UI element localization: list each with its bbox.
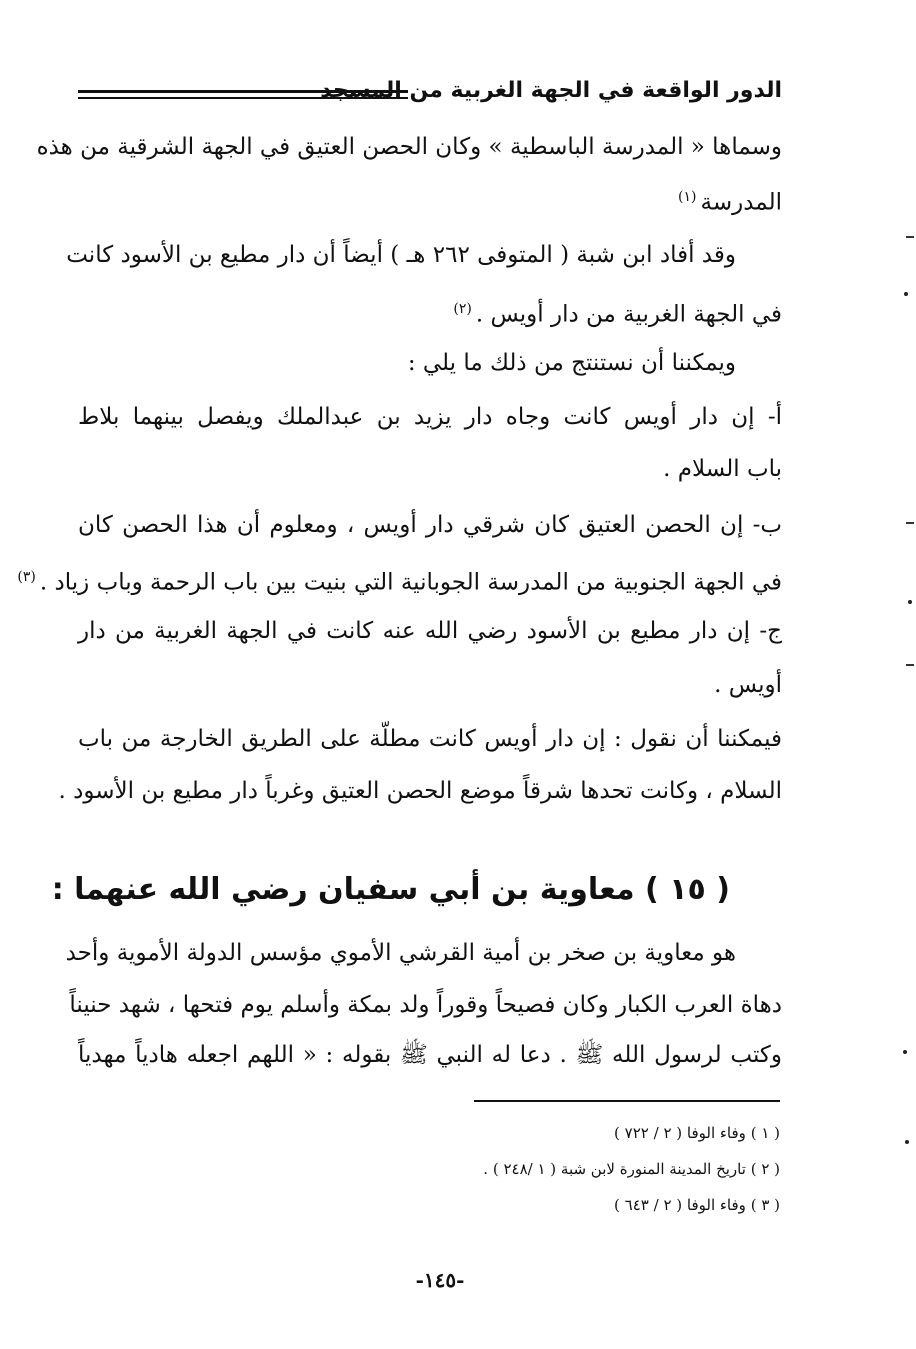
margin-mark — [904, 292, 908, 296]
section-title: ( ١٥ ) معاوية بن أبي سفيان رضي الله عنهما : — [51, 872, 730, 907]
page-number: -١٤٥- — [415, 1268, 465, 1292]
running-header — [78, 72, 782, 112]
footnote: ( ٣ ) وفاء الوفا ( ٢ / ٦٤٣ ) — [614, 1196, 780, 1214]
footnote-ref: (٢) — [453, 301, 472, 317]
body-text: في الجهة الغربية من دار أويس . — [475, 301, 782, 328]
body-line: دهاة العرب الكبار وكان فصيحاً وقوراً ولد بمكة وأسلم يوم فتحها ، شهد حنيناً — [69, 992, 782, 1018]
list-item-a: أ- إن دار أويس كانت وجاه دار يزيد بن عبدالملك ويفصل بينهما بلاط — [78, 404, 782, 430]
body-line: السلام ، وكانت تحدها شرقاً موضع الحصن العتيق وغرباً دار مطيع بن الأسود . — [58, 778, 782, 804]
body-line: أويس . — [714, 672, 782, 698]
list-item-b: ب- إن الحصن العتيق كان شرقي دار أويس ، ومعلوم أن هذا الحصن كان — [78, 512, 782, 538]
margin-mark — [905, 1140, 909, 1144]
margin-mark — [906, 664, 914, 666]
body-line — [78, 180, 782, 220]
body-line: ويمكننا أن نستنتج من ذلك ما يلي : — [407, 350, 736, 376]
footnote-ref: (١) — [678, 189, 697, 205]
margin-mark — [906, 522, 914, 524]
footnote-ref: (٣) — [17, 569, 36, 585]
body-line: باب السلام . — [663, 456, 782, 482]
footnote: ( ٢ ) تاريخ المدينة المنورة لابن شبة ( ١ /٢٤٨ ) . — [483, 1160, 780, 1178]
margin-mark — [908, 600, 912, 604]
footnote: ( ١ ) وفاء الوفا ( ٢ / ٧٢٢ ) — [614, 1124, 780, 1142]
body-line: هو معاوية بن صخر بن أمية القرشي الأموي مؤسس الدولة الأموية وأحد — [65, 940, 736, 966]
body-line: وكتب لرسول الله ﷺ . دعا له النبي ﷺ بقوله : « اللهم اجعله هادياً مهدياً — [78, 1042, 782, 1068]
body-line — [78, 292, 782, 332]
footnote-rule — [474, 1100, 780, 1102]
body-text: في الجهة الجنوبية من المدرسة الجوبانية التي بنيت بين باب الرحمة وباب زياد . — [39, 569, 782, 596]
body-text: المدرسة — [700, 189, 782, 216]
margin-mark — [906, 236, 914, 238]
body-line: وسماها « المدرسة الباسطية » وكان الحصن العتيق في الجهة الشرقية من هذه — [36, 134, 782, 160]
body-line: فيمكننا أن نقول : إن دار أويس كانت مطلّة على الطريق الخارجة من باب — [78, 726, 782, 752]
body-line — [17, 560, 782, 600]
margin-mark — [903, 1050, 907, 1054]
list-item-c: ج- إن دار مطيع بن الأسود رضي الله عنه كانت في الجهة الغربية من دار — [78, 618, 782, 644]
header-title: الدور الواقعة في الجهة الغربية من المسجد — [320, 78, 782, 103]
body-line: وقد أفاد ابن شبة ( المتوفى ٢٦٢ هـ ) أيضاً أن دار مطيع بن الأسود كانت — [66, 242, 736, 268]
header-rule — [78, 90, 408, 93]
header-rule — [78, 97, 408, 99]
